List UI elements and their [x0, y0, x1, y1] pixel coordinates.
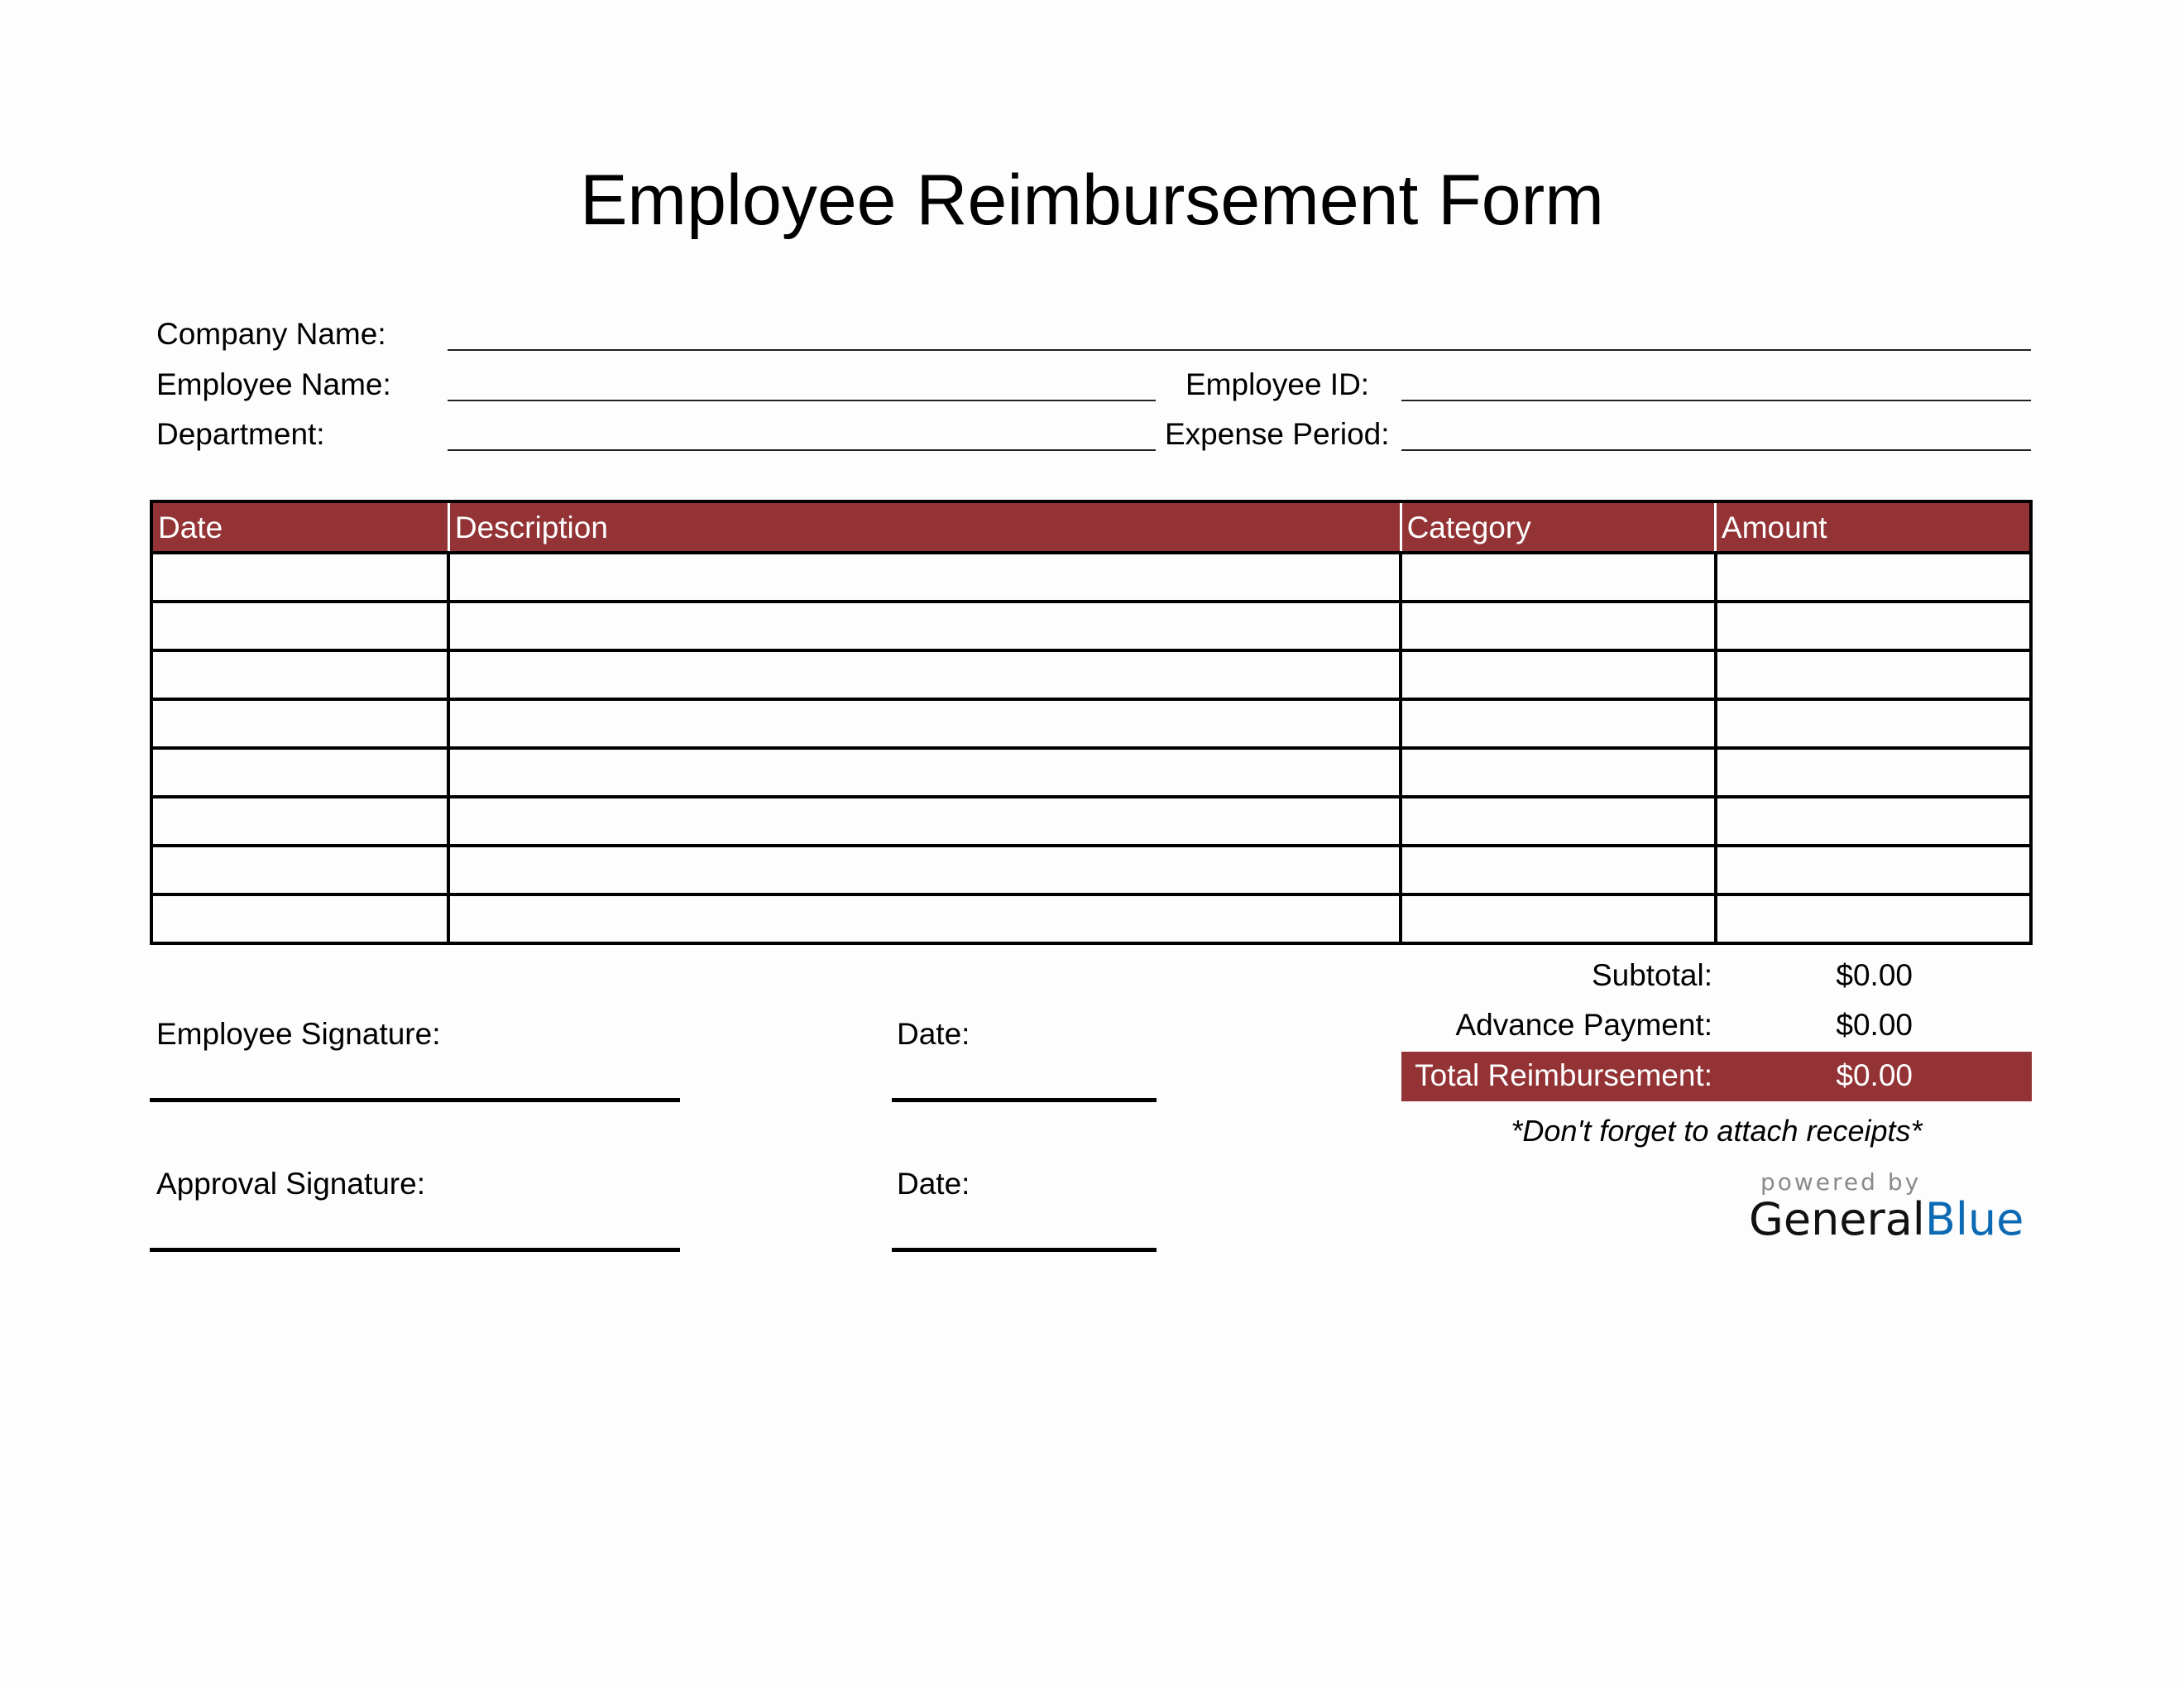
- column-header-category: Category: [1401, 501, 1715, 553]
- approval-signature-label: Approval Signature:: [156, 1167, 425, 1201]
- description-cell[interactable]: [448, 846, 1401, 894]
- description-cell[interactable]: [448, 699, 1401, 748]
- category-cell[interactable]: [1401, 748, 1715, 797]
- department-label: Department:: [156, 417, 325, 451]
- table-row: [151, 650, 2031, 699]
- amount-cell[interactable]: [1716, 846, 2031, 894]
- employee-id-field[interactable]: [1401, 400, 2031, 401]
- table-row: [151, 846, 2031, 894]
- amount-cell[interactable]: [1716, 894, 2031, 943]
- advance-payment-value: $0.00: [1836, 1008, 1913, 1042]
- expense-table: [150, 500, 2033, 945]
- amount-cell[interactable]: [1716, 602, 2031, 650]
- column-header-date: Date: [151, 501, 448, 553]
- employee-signature-line[interactable]: [150, 1098, 680, 1102]
- approval-signature-date-label: Date:: [897, 1167, 970, 1201]
- employee-signature-label: Employee Signature:: [156, 1017, 441, 1051]
- category-cell[interactable]: [1401, 650, 1715, 699]
- description-cell[interactable]: [448, 797, 1401, 846]
- subtotal-value: $0.00: [1836, 958, 1913, 992]
- date-cell[interactable]: [151, 553, 448, 602]
- date-cell[interactable]: [151, 894, 448, 943]
- receipts-note: *Don't forget to attach receipts*: [1511, 1114, 1923, 1148]
- brand-blue: Blue: [1924, 1193, 2024, 1245]
- description-cell[interactable]: [448, 748, 1401, 797]
- amount-cell[interactable]: [1716, 553, 2031, 602]
- date-cell[interactable]: [151, 650, 448, 699]
- total-reimbursement-label: Total Reimbursement:: [1415, 1058, 1712, 1092]
- description-cell[interactable]: [448, 650, 1401, 699]
- category-cell[interactable]: [1401, 797, 1715, 846]
- table-row: [151, 748, 2031, 797]
- employee-signature-date-label: Date:: [897, 1017, 970, 1051]
- generalblue-logo: [1749, 1193, 2024, 1245]
- expense-period-label: Expense Period:: [1165, 417, 1390, 451]
- category-cell[interactable]: [1401, 699, 1715, 748]
- description-cell[interactable]: [448, 553, 1401, 602]
- column-header-amount: Amount: [1716, 501, 2031, 553]
- category-cell[interactable]: [1401, 553, 1715, 602]
- date-cell[interactable]: [151, 846, 448, 894]
- category-cell[interactable]: [1401, 602, 1715, 650]
- employee-signature-date-line[interactable]: [892, 1098, 1157, 1102]
- employee-name-label: Employee Name:: [156, 367, 391, 401]
- department-field[interactable]: [448, 449, 1156, 451]
- column-header-description: Description: [448, 501, 1401, 553]
- approval-signature-line[interactable]: [150, 1248, 680, 1252]
- brand-general: General: [1749, 1193, 1925, 1245]
- company-name-label: Company Name:: [156, 317, 386, 351]
- category-cell[interactable]: [1401, 894, 1715, 943]
- approval-signature-date-line[interactable]: [892, 1248, 1157, 1252]
- total-reimbursement-value: $0.00: [1836, 1058, 1913, 1092]
- page-title: Employee Reimbursement Form: [580, 161, 1604, 240]
- employee-name-field[interactable]: [448, 400, 1156, 401]
- subtotal-label: Subtotal:: [1591, 958, 1712, 992]
- date-cell[interactable]: [151, 748, 448, 797]
- table-header-row: [151, 501, 2031, 553]
- company-name-field[interactable]: [448, 349, 2031, 351]
- amount-cell[interactable]: [1716, 650, 2031, 699]
- category-cell[interactable]: [1401, 846, 1715, 894]
- date-cell[interactable]: [151, 797, 448, 846]
- advance-payment-label: Advance Payment:: [1455, 1008, 1712, 1042]
- description-cell[interactable]: [448, 602, 1401, 650]
- date-cell[interactable]: [151, 699, 448, 748]
- amount-cell[interactable]: [1716, 699, 2031, 748]
- table-row: [151, 602, 2031, 650]
- amount-cell[interactable]: [1716, 748, 2031, 797]
- table-row: [151, 894, 2031, 943]
- table-row: [151, 553, 2031, 602]
- description-cell[interactable]: [448, 894, 1401, 943]
- employee-id-label: Employee ID:: [1185, 367, 1370, 401]
- amount-cell[interactable]: [1716, 797, 2031, 846]
- powered-by-text: powered by: [1760, 1168, 1922, 1196]
- date-cell[interactable]: [151, 602, 448, 650]
- expense-period-field[interactable]: [1401, 449, 2031, 451]
- table-row: [151, 797, 2031, 846]
- table-row: [151, 699, 2031, 748]
